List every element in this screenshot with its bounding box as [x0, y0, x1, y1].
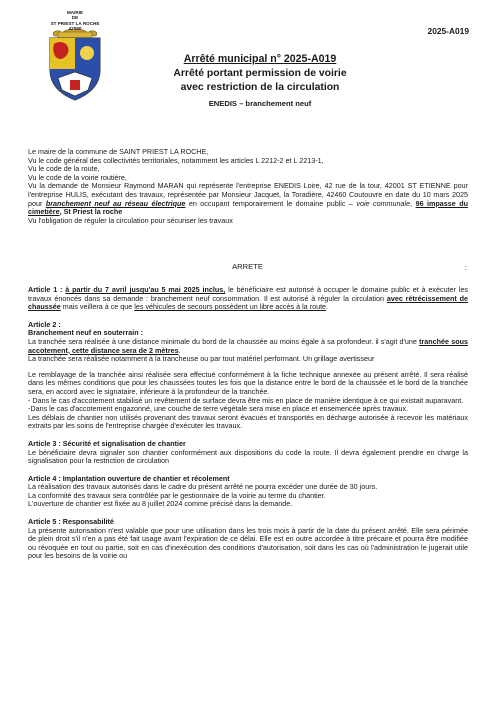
arrete-mark: : — [464, 263, 467, 272]
crest-title — [40, 10, 110, 32]
articles — [28, 286, 468, 561]
article-4-paragraph: La réalisation des travaux autorisés dans le cadre du présent arrêté ne pourra excéder une durée de 30 jours. — [28, 482, 378, 492]
preamble-request: Vu la demande de Monsieur Raymond MARAN qui représente l'entreprise ENEDIS Loire, 42 rue de la tour, 42001 ST ETIENNE pour l'entreprise HULIS, exécutant des travaux, représentée par Monsieur Jacquet, la Toradière, 42460 Coutouvre en date du 10 mars 2025 pour branchement neuf au réseau électrique en occupant temporairement le domaine public – voie communale, 96 impasse du cimetière, St Priest la roche — [28, 181, 468, 217]
article-3-paragraph: Le bénéficiaire devra signaler son chantier conformément aux dispositions du code la route. Il devra également prendre en charge la signalisation pour la restriction de circulation — [28, 447, 468, 466]
decree-subtitle-3: ENEDIS – branchement neuf — [208, 99, 312, 108]
decree-subtitle-1: Arrêté portant permission de voirie — [173, 68, 347, 79]
article-2-paragraph: La tranchée sera réalisée notamment à la trancheuse ou par tout matériel performant. Un grillage avertisseur — [28, 354, 375, 364]
article-4-paragraph: La conformité des travaux sera contrôlée par le gestionnaire de la voirie au terme du chantier. — [28, 490, 326, 500]
article-4-paragraph: L'ouverture de chantier est fixée au 8 juillet 2024 comme précisé dans la demande. — [28, 499, 293, 509]
crest-line-2: DE — [71, 15, 79, 21]
preamble-line: Vu le code de la voirie routière, — [28, 172, 127, 182]
article-2-paragraph: Le remblayage de la tranchée ainsi réalisée sera effectué conformément à la fiche technique annexée au présent arrêté. Il sera réalisé dans les mêmes conditions que pour les chaussées toutes les fois que la distance entre le bord de la chaussée et le bord de la tranchée sera, en accord avec le signataire, inférieure à la profondeur de la tranchée. — [28, 369, 468, 396]
preamble-line: Le maire de la commune de SAINT PRIEST LA ROCHE, — [28, 147, 209, 156]
article-2-paragraph: - Dans le cas d'accotement stabilisé un revêtement de surface devra être mis en place de manière identique à ce qui existait auparavant. — [28, 395, 464, 405]
article-2-paragraph: Les déblais de chantier non utilisés provenant des travaux seront évacués et transportés en décharge autorisée à recevoir les matériaux extraits par les soins de l'entreprise chargée d'exécuter les travaux. — [28, 412, 468, 431]
preamble-line: Vu le code général des collectivités territoriales, notamment les articles L 2212-2 et L 2213-1, — [28, 155, 324, 165]
crest-line-4: 42590 — [68, 26, 82, 32]
preamble — [28, 148, 468, 225]
decree-title: Arrêté municipal n° 2025-A019 — [183, 53, 337, 65]
decree-subtitle-2: avec restriction de la circulation — [180, 82, 340, 93]
article-1: Article 1 : à partir du 7 avril jusqu'au 5 mai 2025 inclus, le bénéficiaire est autorisé à occuper le domaine public et à exécuter les travaux énoncés dans sa demande : branchement neuf consommation. Il est autorisé à réguler la circulation avec rétrécissement de chaussée mais veillera à ce que les véhicules de secours possèdent un libre accès à la route. — [28, 285, 469, 312]
article-2-heading: Article 2 : — [28, 319, 61, 329]
article-5-paragraph: La présente autorisation n'est valable que pour une utilisation dans les trois mois à partir de la date du présent arrêté. Elle sera périmée de plein droit s'il n'en a pas été fait usage avant l'expiration de ce délai. Elle est en outre accordée à titre précaire et pourra être modifiée ou révoquée en tout ou partie, soit en cas d'inexécution des conditions d'autorisation, soit dans les cas où l'administration le jugerait utile pour les besoins de la voirie ou — [28, 525, 468, 561]
arrete-heading: ARRETE — [232, 262, 263, 271]
article-3-heading: Article 3 : Sécurité et signalisation de chantier — [28, 438, 186, 448]
crest-line-3: ST PRIEST LA ROCHE — [50, 20, 100, 26]
article-4-heading: Article 4 : Implantation ouverture de chantier et récolement — [28, 473, 230, 483]
preamble-line: Vu le code de la route, — [28, 164, 100, 174]
article-2-subheading: Branchement neuf en souterrain : — [28, 328, 144, 338]
title-block — [110, 53, 410, 108]
article-2-paragraph: -Dans le cas d'accotement engazonné, une couche de terre végétale sera mise en place et ensemencée après travaux. — [28, 404, 409, 414]
article-2-paragraph: La tranchée sera réalisée à une distance minimale du bord de la chaussée au moins égale à sa profondeur. il s'agit d'une tranchée sous accotement, cette distance sera de 2 mètres. — [28, 336, 469, 355]
preamble-line: Vu l'obligation de réguler la circulation pour sécuriser les travaux — [28, 215, 233, 225]
article-5-heading: Article 5 : Responsabilité — [28, 517, 114, 527]
crest-line-1: MAIRIE — [66, 10, 84, 15]
document-reference: 2025-A019 — [427, 26, 469, 36]
